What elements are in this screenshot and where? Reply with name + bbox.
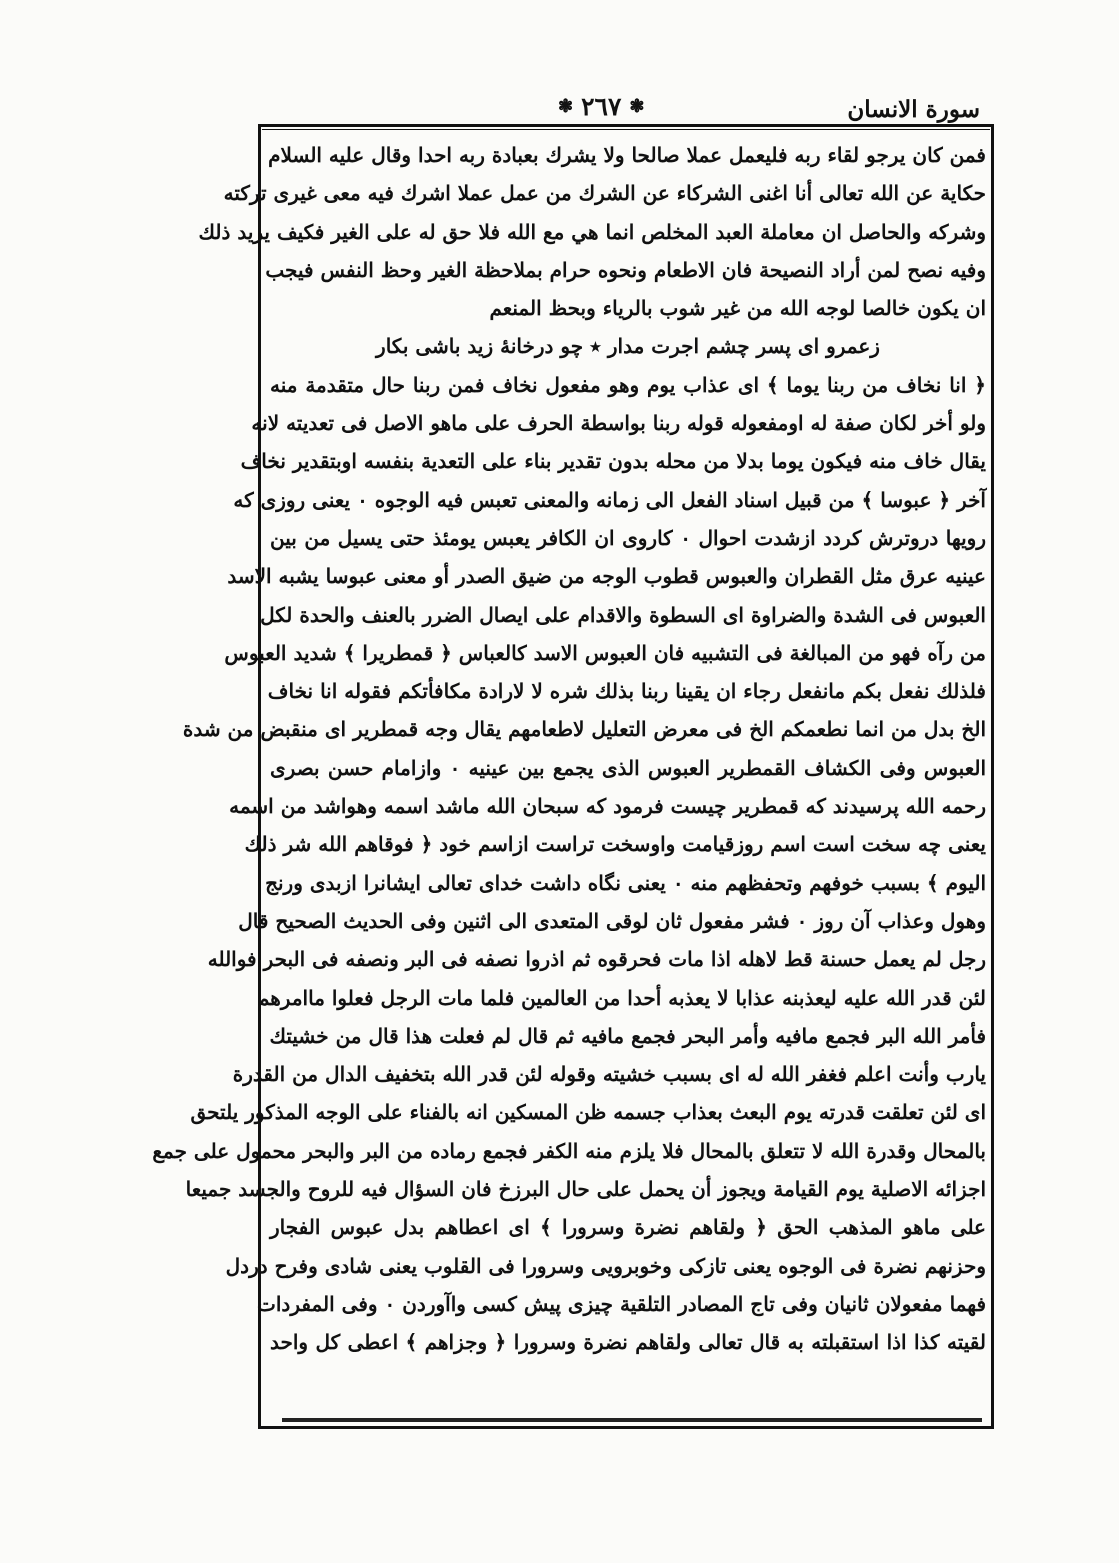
text-line: يقال خاف منه فيكون يوما بدلا من محله بدون تقدير بناء على التعدية بنفسه اوبتقدير نخاف xyxy=(240,449,986,474)
text-line: حكاية عن الله تعالى أنا اغنى الشركاء عن الشرك من عمل عملا اشرك فيه معى غيرى تركته xyxy=(223,181,986,206)
page-header xyxy=(258,92,998,128)
text-line: وهول وعذاب آن روز ٠ فشر مفعول ثان لوقى المتعدى الى اثنين وفى الحديث الصحيح قال xyxy=(238,908,986,933)
text-line: وفيه نصح لمن أراد النصيحة فان الاطعام ونحوه حرام بملاحظة الغير وحظ النفس فيجب xyxy=(265,257,986,282)
text-line: العبوس فى الشدة والضراوة اى السطوة والاقدام على ايصال الضرر بالعنف والحدة لكل xyxy=(260,602,986,627)
text-line: بالمحال وقدرة الله لا تتعلق بالمحال فلا يلزم منه الكفر فجمع رماده من البر والبحر محمول على جمع xyxy=(152,1138,986,1163)
text-line: زعمرو اى پسر چشم اجرت مدار ٭ چو درخانهٔ زيد باشى بكار xyxy=(376,334,880,359)
text-line: يارب وأنت اعلم فغفر الله له اى بسبب خشيته وقوله لئن قدر الله بتخفيف الدال من القدرة xyxy=(232,1062,986,1087)
text-line: ان يكون خالصا لوجه الله من غير شوب بالرياء وبحظ المنعم xyxy=(489,296,986,321)
text-line: وشركه والحاصل ان معاملة العبد المخلص انما هي مع الله فلا حق له على الغير فكيف يريد ذلك xyxy=(198,219,986,244)
ornament-right-icon: ❃ xyxy=(629,96,645,117)
header-rule xyxy=(262,129,990,130)
text-line: رويها دروترش كردد ازشدت احوال ٠ كاروى ان الكافر يعبس يومئذ حتى يسيل من بين xyxy=(270,525,986,550)
text-line: اليوم ﴾ بسبب خوفهم وتحفظهم منه ٠ يعنى نگاه داشت خداى تعالى ايشانرا ازبدى ورنج xyxy=(265,870,986,895)
text-line: على ماهو المذهب الحق ﴿ ولقاهم نضرة وسرورا ﴾ اى اعطاهم بدل عبوس الفجار xyxy=(270,1215,986,1240)
text-line: يعنى چه سخت است اسم روزقيامت واوسخت تراست ازاسم خود ﴿ فوقاهم الله شر ذلك xyxy=(244,832,986,857)
text-line: فلذلك نفعل بكم مانفعل رجاء ان يقينا ربنا بذلك شره لا لارادة مكافأتكم فقوله انا نخاف xyxy=(267,679,986,704)
text-line: رجل لم يعمل حسنة قط لاهله اذا مات فحرقوه ثم اذروا نصفه فى البر ونصفه فى البحر فوالله xyxy=(207,947,986,972)
body-text xyxy=(152,136,986,1362)
text-line: ولو أخر لكان صفة له اومفعوله قوله ربنا بواسطة الحرف على ماهو الاصل فى تعديته لانه xyxy=(251,411,986,436)
page-number: ٢٦٧ xyxy=(581,92,622,121)
ornament-left-icon: ❃ xyxy=(558,96,574,117)
text-line: العبوس وفى الكشاف القمطرير العبوس الذى يجمع بين عينيه ٠ وازامام حسن بصرى xyxy=(270,755,986,780)
text-line: لقيته كذا اذا استقبلته به قال تعالى ولقاهم نضرة وسرورا ﴿ وجزاهم ﴾ اعطى كل واحد xyxy=(270,1330,986,1355)
text-line: فهما مفعولان ثانيان وفى تاج المصادر التلقية چيزى پيش كسى واآوردن ٠ وفى المفردات xyxy=(257,1291,986,1316)
footer-rule xyxy=(282,1418,982,1422)
text-line: عينيه عرق مثل القطران والعبوس قطوب الوجه من ضيق الصدر أو معنى عبوسا يشبه الاسد xyxy=(227,564,986,589)
text-line: فأمر الله البر فجمع مافيه وأمر البحر فجمع مافيه ثم قال لم فعلت هذا قال من خشيتك xyxy=(269,1023,986,1048)
text-line: اى لئن تعلقت قدرته يوم البعث بعذاب جسمه ظن المسكين انه بالفناء على الوجه المذكور يلتحق xyxy=(190,1100,986,1125)
text-line: فمن كان يرجو لقاء ربه فليعمل عملا صالحا ولا يشرك بعبادة ربه احدا وقال عليه السلام xyxy=(268,143,986,167)
page-number-group xyxy=(558,92,644,121)
text-line: لئن قدر الله عليه ليعذبنه عذابا لا يعذبه أحدا من العالمين فلما مات الرجل فعلوا ماامرهم xyxy=(256,985,986,1010)
surah-title: سورة الانسان xyxy=(847,96,980,123)
text-line: وحزنهم نضرة فى الوجوه يعنى تازكى وخوبرويى وسرورا فى القلوب يعنى شادى وفرح دردل xyxy=(225,1253,986,1278)
text-line: من رآه فهو من المبالغة فى التشبيه فان العبوس الاسد كالعباس ﴿ قمطريرا ﴾ شديد العبوس xyxy=(224,640,986,665)
text-line: الخ بدل من انما نطعمكم الخ فى معرض التعليل لاطعامهم يقال وجه قمطرير اى منقبض من شدة xyxy=(182,717,986,742)
text-line: ﴿ انا نخاف من ربنا يوما ﴾ اى عذاب يوم وهو مفعول نخاف فمن ربنا حال متقدمة منه xyxy=(270,372,986,397)
text-line: رحمه الله پرسيدند كه قمطرير چيست فرمود كه سبحان الله ماشد اسمه وهواشد من اسمه xyxy=(229,794,986,819)
text-line: اجزائه الاصلية يوم القيامة ويجوز أن يحمل على حال البرزخ فان السؤال فيه للروح والجسد جميعا xyxy=(185,1177,986,1202)
text-line: آخر ﴿ عبوسا ﴾ من قبيل اسناد الفعل الى زمانه والمعنى تعبس فيه الوجوه ٠ يعنى روزى كه xyxy=(233,487,986,512)
